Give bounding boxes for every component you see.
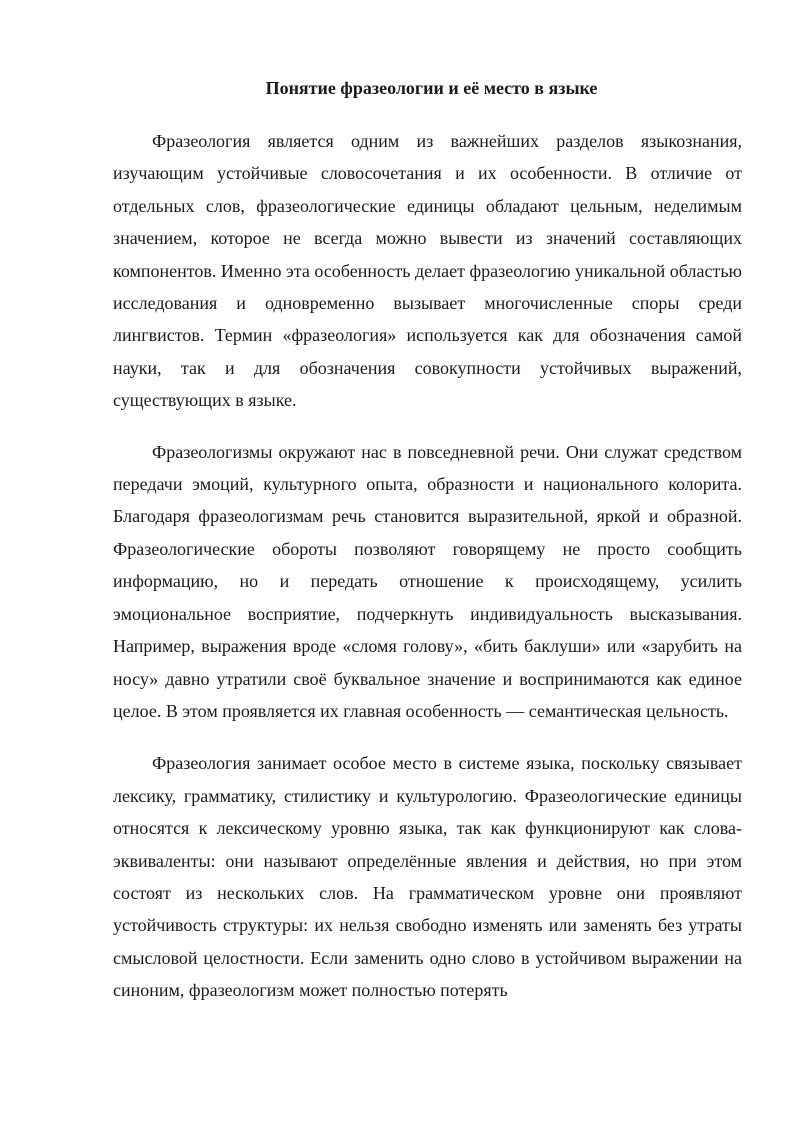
document-title: Понятие фразеологии и её место в языке: [265, 78, 598, 98]
paragraph-3: Фразеология занимает особое место в системе языка, поскольку связывает лексику, грамматику, стилистику и культурологию. Фразеологические единицы относятся к лексическому уровню языка, так как функционируют как слова-эквиваленты: они называют определённые явления и действия, но при этом состоят из нескольких слов. На грамматическом уровне они проявляют устойчивость структуры: их нельзя свободно изменять или заменять без утраты смысловой целостности. Если заменить одно слово в устойчивом выражении на синоним, фразеологизм может полностью потерять: [113, 753, 742, 1001]
document-body: [113, 72, 742, 1007]
paragraph-1: Фразеология является одним из важнейших разделов языкознания, изучающим устойчивые словосочетания и их особенности. В отличие от отдельных слов, фразеологические единицы обладают цельным, неделимым значением, которое не всегда можно вывести из значений составляющих компонентов. Именно эта особенность делает фразеологию уникальной областью исследования и одновременно вызывает многочисленные споры среди лингвистов. Термин «фразеология» используется как для обозначения самой науки, так и для обозначения совокупности устойчивых выражений, существующих в языке.: [113, 131, 742, 411]
paragraph-2: Фразеологизмы окружают нас в повседневной речи. Они служат средством передачи эмоций, культурного опыта, образности и национального колорита. Благодаря фразеологизмам речь становится выразительной, яркой и образной. Фразеологические обороты позволяют говорящему не просто сообщить информацию, но и передать отношение к происходящему, усилить эмоциональное восприятие, подчеркнуть индивидуальность высказывания. Например, выражения вроде «сломя голову», «бить баклуши» или «зарубить на носу» давно утратили своё буквальное значение и воспринимаются как единое целое. В этом проявляется их главная особенность — семантическая цельность.: [113, 441, 742, 721]
